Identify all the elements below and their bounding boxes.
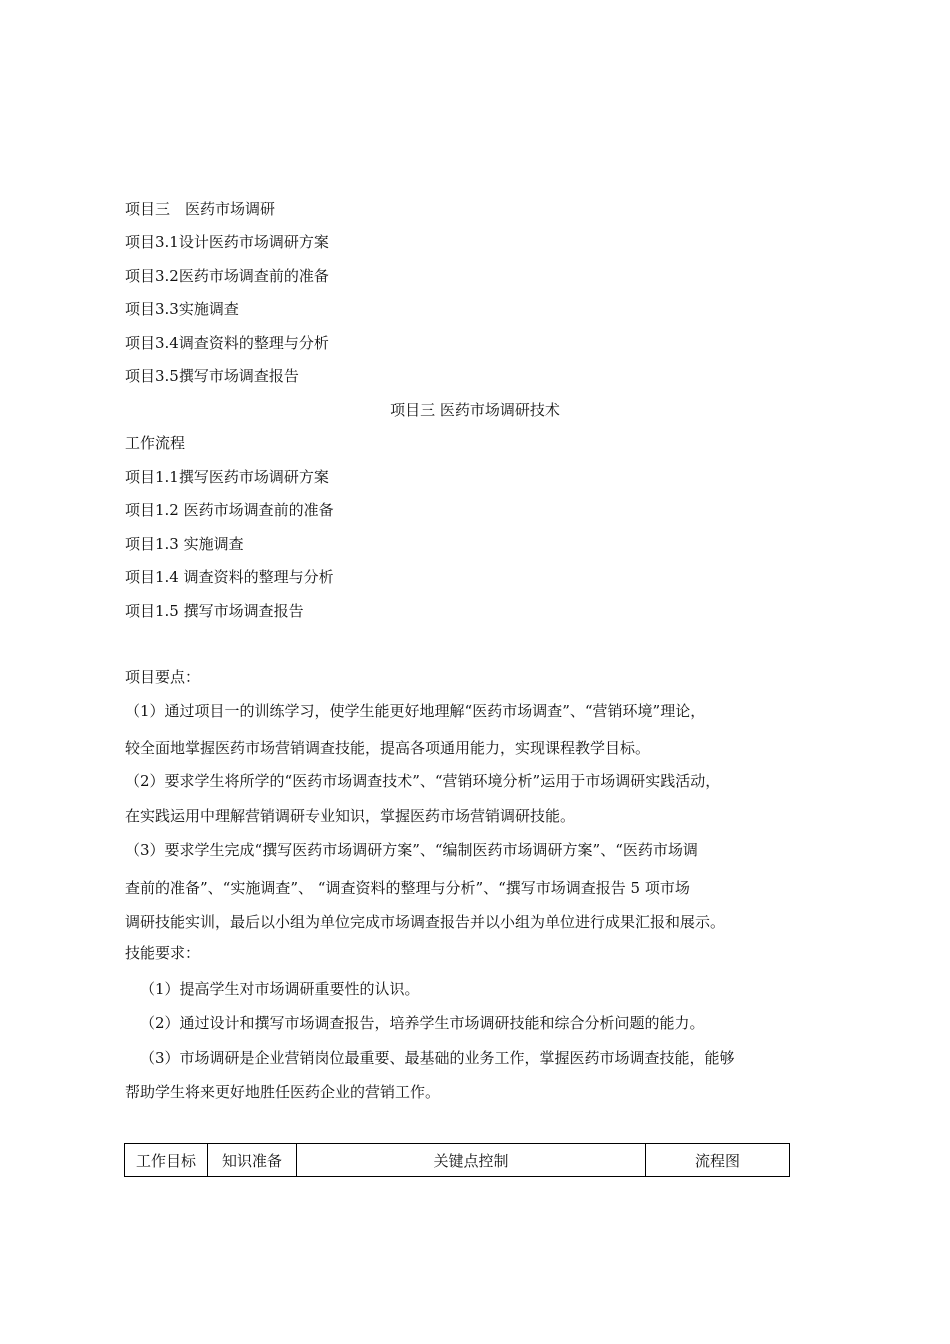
outline-title: 项目三 医药市场调研	[125, 200, 276, 218]
outline-item: 项目3.4调查资料的整理与分析	[125, 334, 329, 352]
outline-item: 项目3.3实施调查	[125, 300, 239, 318]
key-points-label: 项目要点：	[125, 668, 201, 686]
key-points-line: 查前的准备”、“实施调查”、 “调查资料的整理与分析”、“撰写市场调查报告 5 项市场	[125, 879, 690, 897]
skills-line: （2）通过设计和撰写市场调查报告，培养学生市场调研技能和综合分析问题的能力。	[140, 1014, 705, 1032]
key-points-line: （3）要求学生完成“撰写医药市场调研方案”、“编制医药市场调研方案”、“医药市场调	[125, 841, 698, 859]
workflow-label: 工作流程	[125, 434, 186, 452]
table-header-row	[125, 1144, 790, 1177]
key-point-table	[124, 1143, 790, 1177]
key-points-line: 较全面地掌握医药市场营销调查技能，提高各项通用能力，实现课程教学目标。	[125, 739, 651, 757]
section-heading: 项目三 医药市场调研技术	[390, 401, 560, 419]
workflow-item: 项目1.1撰写医药市场调研方案	[125, 468, 329, 486]
table-header-cell: 工作目标	[125, 1144, 208, 1177]
table-header-cell: 知识准备	[208, 1144, 297, 1177]
key-points-line: （2）要求学生将所学的“医药市场调查技术”、“营销环境分析”运用于市场调研实践活动，	[125, 772, 721, 790]
workflow-item: 项目1.5 撰写市场调查报告	[125, 602, 304, 620]
workflow-item: 项目1.2 医药市场调查前的准备	[125, 501, 334, 519]
key-points-line: 在实践运用中理解营销调研专业知识，掌握医药市场营销调研技能。	[125, 807, 576, 825]
skills-line: （1）提高学生对市场调研重要性的认识。	[140, 980, 420, 998]
key-points-line: 调研技能实训，最后以小组为单位完成市场调查报告并以小组为单位进行成果汇报和展示。	[125, 913, 726, 931]
workflow-item: 项目1.3 实施调查	[125, 535, 244, 553]
key-points-line: （1）通过项目一的训练学习，使学生能更好地理解“医药市场调查”、“营销环境”理论，	[125, 702, 706, 720]
outline-item: 项目3.5撰写市场调查报告	[125, 367, 299, 385]
table-header-cell: 关键点控制	[297, 1144, 646, 1177]
skills-line: 帮助学生将来更好地胜任医药企业的营销工作。	[125, 1083, 441, 1101]
skills-line: （3）市场调研是企业营销岗位最重要、最基础的业务工作，掌握医药市场调查技能，能够	[140, 1049, 735, 1067]
outline-item: 项目3.2医药市场调查前的准备	[125, 267, 329, 285]
skills-label: 技能要求：	[125, 944, 201, 962]
outline-item: 项目3.1设计医药市场调研方案	[125, 233, 329, 251]
table-header-cell: 流程图	[646, 1144, 790, 1177]
workflow-item: 项目1.4 调查资料的整理与分析	[125, 568, 334, 586]
